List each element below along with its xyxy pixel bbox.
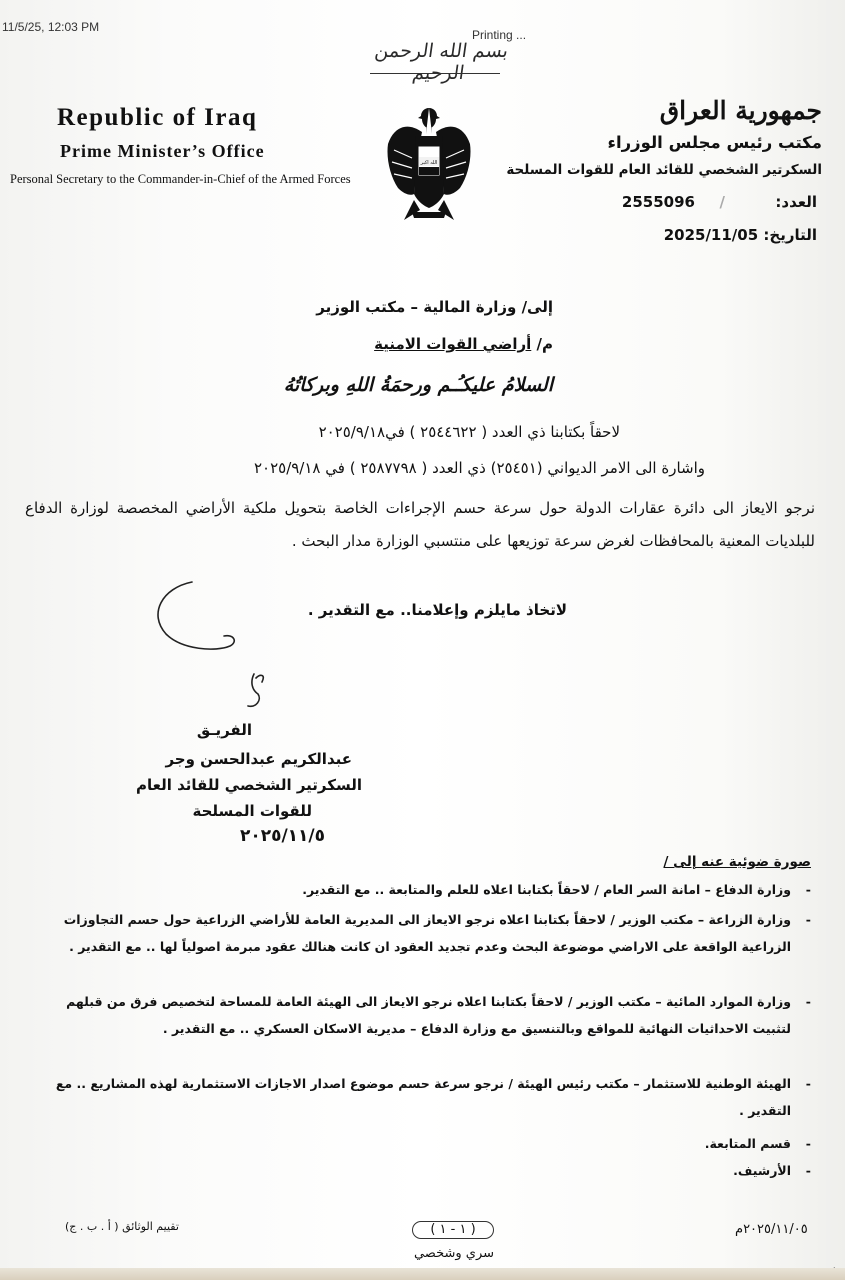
- addressee: إلى/ وزارة المالية – مكتب الوزير: [316, 298, 553, 316]
- subject-text: أراضي القوات الامنية: [374, 335, 532, 353]
- cc-heading: صورة ضوئية عنه إلى /: [663, 854, 811, 870]
- cc-item-text: وزارة الموارد المائية – مكتب الوزير / لاحقاً بكتابنا اعلاه نرجو الايعاز الى الهيئة العامة للمساحة لتخصيص فرق من قبلهم لتثبيت الاحداثيات النهائية للمواقع وبالتنسيق مع وزارة الدفاع – مديرية الاسكان العسكري .. مع التقدير .: [66, 994, 791, 1036]
- cc-item-text: الهيئة الوطنية للاستثمار – مكتب رئيس الهيئة / نرجو سرعة حسم موضوع اصدار الاجازات الاستثمارية لهذه المشاريع .. مع التقدير .: [55, 1076, 791, 1118]
- page-indicator: ( ١ - ١ ): [412, 1221, 494, 1239]
- signatory-title-line-1: السكرتير الشخصي للقائد العام: [136, 776, 362, 794]
- closing-line: لاتخاذ مايلزم وإعلامنا.. مع التقدير .: [307, 601, 567, 619]
- body-paragraph-3: نرجو الايعاز الى دائرة عقارات الدولة حول سرعة حسم الإجراءات الخاصة بتحويل ملكية الأراضي المخصصة لوزارة الدفاع للبلديات المعنية بالمحافظات لغرض سرعة توزيعها على منتسبي الوزارة مدار البحث .: [25, 499, 815, 550]
- cc-item-text: الأرشيف.: [733, 1163, 791, 1178]
- subject-prefix: م/: [536, 335, 553, 353]
- greeting: السلامُ عليكـُـم ورحمَةُ اللهِ وبركاتُهُ: [283, 374, 553, 396]
- svg-text:الله اكبر: الله اكبر: [420, 160, 438, 166]
- letterhead-en-secretary: Personal Secretary to the Commander-in-Chief of the Armed Forces: [10, 172, 351, 186]
- reference-date: [664, 226, 817, 244]
- reference-number-prefix: /: [719, 193, 725, 211]
- print-timestamp: 11/5/25, 12:03 PM: [2, 20, 100, 34]
- signatory-title-line-2: للقوات المسلحة: [192, 802, 312, 820]
- cc-item-text: وزارة الدفاع – امانة السر العام / لاحقاً بكتابنا اعلاه للعلم والمتابعة .. مع التقدير.: [302, 882, 791, 897]
- cc-item-text: قسم المتابعة.: [704, 1136, 791, 1151]
- letterhead-en-office: Prime Minister’s Office: [60, 141, 265, 161]
- letterhead-ar-secretary: السكرتير الشخصي للقائد العام للقوات المسلحة: [506, 162, 822, 178]
- body-paragraph-2: واشارة الى الامر الديواني (٢٥٤٥١) ذي العدد ( ٢٥٨٧٧٩٨ ) في ٢٠٢٥/٩/١٨: [253, 459, 705, 477]
- cc-item: - قسم المتابعة.: [51, 1130, 811, 1157]
- signature-date: ٢٠٢٥/١١/٥: [239, 826, 325, 846]
- reference-number: [622, 193, 817, 211]
- iraq-eagle-emblem-icon: [386, 102, 472, 228]
- cc-item: - وزارة الموارد المائية – مكتب الوزير / لاحقاً بكتابنا اعلاه نرجو الايعاز الى الهيئة العامة للمساحة لتخصيص فرق من قبلهم لتثبيت الاحداثيات النهائية للمواقع وبالتنسيق مع وزارة الدفاع – مديرية الاسكان العسكري .. مع التقدير .: [51, 988, 811, 1042]
- basmala-calligraphy: بسم الله الرحمن الرحيم: [373, 40, 510, 84]
- basmala-underline: [370, 73, 500, 74]
- subject-line: [374, 335, 553, 353]
- reference-date-value: 2025/11/05: [663, 226, 759, 244]
- print-status: Printing ...: [472, 28, 527, 42]
- document-evaluation: تقييم الوثائق ( أ . ب . ج): [65, 1220, 179, 1233]
- letterhead-ar-title: جمهورية العراق: [659, 96, 822, 125]
- letterhead-en-title: Republic of Iraq: [57, 104, 258, 131]
- signatory-rank: الفريـق: [196, 721, 252, 739]
- cc-item: - وزارة الزراعة – مكتب الوزير / لاحقاً بكتابنا اعلاه نرجو الايعاز الى المديرية العامة للأراضي الزراعية حول حسم التجاوزات الزراعية الواقعة على الاراضي موضوعة البحث وعدم تجديد العقود ان كانت هنالك عقود مبرمة اصولياً لها .. مع التقدير .: [51, 906, 811, 960]
- classification-label: سري وشخصي: [413, 1246, 495, 1261]
- reference-date-label: التاريخ:: [763, 226, 817, 244]
- reference-number-value: 2555096: [621, 193, 695, 211]
- handwritten-signature: [150, 578, 290, 718]
- background-surface: [0, 1268, 845, 1280]
- letterhead-ar-office: مكتب رئيس مجلس الوزراء: [607, 133, 822, 152]
- cc-item: - وزارة الدفاع – امانة السر العام / لاحقاً بكتابنا اعلاه للعلم والمتابعة .. مع التقدير.: [51, 876, 811, 903]
- cc-item-text: وزارة الزراعة – مكتب الوزير / لاحقاً بكتابنا اعلاه نرجو الايعاز الى المديرية العامة للأراضي الزراعية حول حسم التجاوزات الزراعية الواقعة على الاراضي موضوعة البحث وعدم تجديد العقود ان كانت هنالك عقود مبرمة اصولياً لها .. مع التقدير .: [63, 912, 791, 954]
- footer-date: ٢٠٢٥/١١/٠٥م: [735, 1222, 808, 1237]
- signatory-name: عبدالكريم عبدالحسن وجر: [165, 750, 352, 768]
- body-paragraph-1: لاحقاً بكتابنا ذي العدد ( ٢٥٤٤٦٢٢ ) في٢٠٢٥/٩/١٨: [318, 423, 620, 441]
- cc-item: - الهيئة الوطنية للاستثمار – مكتب رئيس الهيئة / نرجو سرعة حسم موضوع اصدار الاجازات الاستثمارية لهذه المشاريع .. مع التقدير .: [51, 1070, 811, 1124]
- reference-number-label: العدد:: [775, 193, 817, 211]
- cc-item: - الأرشيف.: [51, 1157, 811, 1184]
